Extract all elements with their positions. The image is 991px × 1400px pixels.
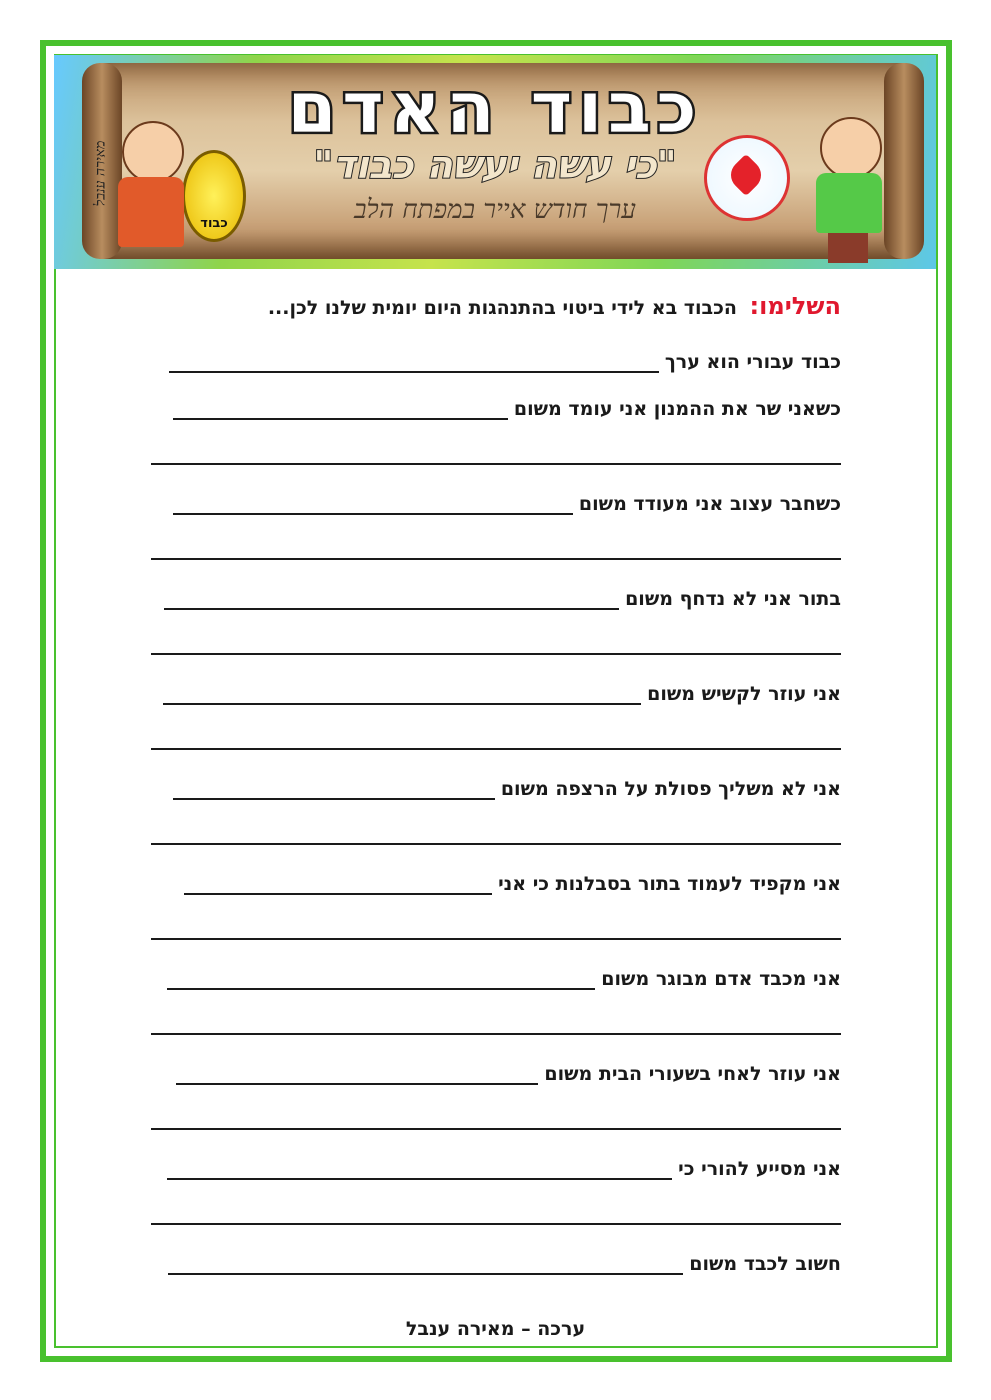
question-row: [173, 772, 841, 800]
answer-line[interactable]: [151, 653, 841, 655]
bull-badge-icon: [182, 150, 246, 242]
header-banner: [54, 55, 936, 269]
question-row: [176, 1057, 841, 1085]
answer-line[interactable]: [168, 1255, 683, 1275]
answer-line[interactable]: [151, 938, 841, 940]
question-text: כשחבר עצוב אני מעודד משום: [578, 493, 841, 515]
banner-subtitle-2: ערך חודש אייר במפתח הלב: [354, 195, 636, 225]
answer-line[interactable]: [167, 1160, 672, 1180]
question-text: אני מקפיד לעמוד בתור בסבלנות כי אני: [498, 873, 841, 895]
heart-key-icon: [704, 135, 790, 221]
question-row: [163, 677, 841, 705]
answer-line[interactable]: [173, 495, 573, 515]
answer-line[interactable]: [164, 590, 619, 610]
question-row: [167, 1152, 841, 1180]
question-text: חשוב לכבד משום: [689, 1253, 841, 1275]
answer-line[interactable]: [151, 558, 841, 560]
banner-title: כבוד האדם: [287, 67, 703, 149]
instruction-label: השלימו:: [749, 292, 841, 320]
instruction-text: הכבוד בא לידי ביטוי בהתנהגות היום יומית שלנו לכן...: [267, 297, 737, 319]
question-row: [184, 867, 841, 895]
question-row: [173, 392, 841, 420]
author-credit: ערכה – מאירה ענבל: [405, 1318, 586, 1340]
question-text: אני עוזר לאחי בשעורי הבית משום: [544, 1063, 841, 1085]
question-row: [164, 582, 841, 610]
answer-line[interactable]: [169, 353, 659, 373]
question-text: כבוד עבורי הוא ערך: [664, 351, 841, 373]
question-text: כשאני שר את ההמנון אני עומד משום: [513, 398, 841, 420]
banner-subtitle: "כי עשה יעשה כבוד": [313, 143, 677, 187]
instruction: [268, 292, 841, 320]
question-row: [168, 1247, 841, 1275]
answer-line[interactable]: [151, 1223, 841, 1225]
girl-illustration-icon: [116, 121, 186, 261]
heart-icon: [725, 154, 767, 196]
answer-line[interactable]: [151, 1128, 841, 1130]
answer-line[interactable]: [167, 970, 595, 990]
answer-line[interactable]: [151, 843, 841, 845]
answer-line[interactable]: [176, 1065, 538, 1085]
answer-line[interactable]: [151, 1033, 841, 1035]
answer-line[interactable]: [184, 875, 492, 895]
question-text: אני מסייע להורי כי: [678, 1158, 841, 1180]
question-row: [169, 345, 841, 373]
badge-label: כבוד: [200, 216, 228, 231]
answer-line[interactable]: [151, 748, 841, 750]
artist-signature: מאירה ענבל: [92, 140, 109, 207]
question-text: אני מכבד אדם מבוגר משום: [601, 968, 841, 990]
answer-line[interactable]: [173, 400, 508, 420]
question-row: [173, 487, 841, 515]
answer-line[interactable]: [173, 780, 495, 800]
question-text: אני לא משליך פסולת על הרצפה משום: [500, 778, 841, 800]
question-text: בתור אני לא נדחף משום: [625, 588, 841, 610]
answer-line[interactable]: [163, 685, 641, 705]
answer-line[interactable]: [151, 463, 841, 465]
question-row: [167, 962, 841, 990]
question-text: אני עוזר לקשיש משום: [647, 683, 841, 705]
boy-illustration-icon: [814, 117, 884, 267]
